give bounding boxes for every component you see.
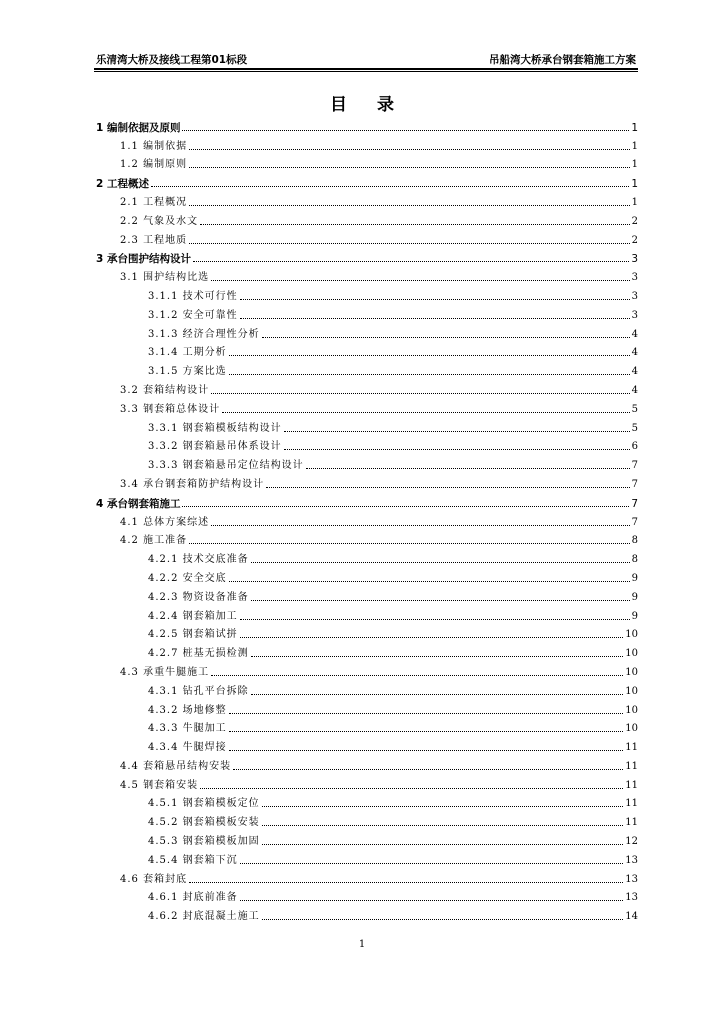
toc-entry-text: 4.2.2 安全交底 xyxy=(148,572,227,584)
page-number: 1 xyxy=(358,939,366,950)
toc-leader-dots xyxy=(251,599,630,601)
toc-entry-text: 4.6.2 封底混凝土施工 xyxy=(148,911,260,923)
toc-entry[interactable] xyxy=(96,623,638,642)
toc-entry[interactable] xyxy=(96,641,638,660)
toc-entry-text: 4.1 总体方案综述 xyxy=(120,516,210,528)
toc-entry[interactable] xyxy=(96,848,638,867)
toc-leader-dots xyxy=(251,693,624,695)
toc-entry-page: 10 xyxy=(625,629,638,641)
toc-entry[interactable] xyxy=(96,209,638,228)
toc-leader-dots xyxy=(306,467,630,469)
toc-entry[interactable] xyxy=(96,660,638,679)
toc-leader-dots xyxy=(262,824,624,826)
toc-entry-text: 2 工程概述 xyxy=(96,178,149,191)
toc-entry-text: 4.2.7 桩基无损检测 xyxy=(148,648,249,660)
toc-entry-text: 2.3 工程地质 xyxy=(120,234,188,246)
toc-entry[interactable] xyxy=(96,284,638,303)
toc-entry-text: 4.5.2 钢套箱模板安装 xyxy=(148,817,260,829)
toc-entry-page: 3 xyxy=(631,253,638,266)
toc-entry-page: 1 xyxy=(631,196,638,208)
toc-leader-dots xyxy=(182,129,629,131)
toc-leader-dots xyxy=(240,317,630,319)
toc-leader-dots xyxy=(233,768,623,770)
toc-entry-page: 14 xyxy=(625,911,638,923)
toc-entry-page: 10 xyxy=(625,648,638,660)
toc-leader-dots xyxy=(262,918,624,920)
toc-entry-page: 10 xyxy=(625,723,638,735)
toc-leader-dots xyxy=(211,392,630,394)
toc-entry-page: 1 xyxy=(631,121,638,134)
toc-entry-page: 4 xyxy=(631,328,638,340)
toc-entry-page: 13 xyxy=(625,892,638,904)
toc-entry-page: 1 xyxy=(631,159,638,171)
toc-entry[interactable] xyxy=(96,735,638,754)
toc-leader-dots xyxy=(189,148,630,150)
toc-leader-dots xyxy=(284,430,630,432)
toc-entry-text: 4.5.4 钢套箱下沉 xyxy=(148,854,238,866)
header-right-text: 吊船湾大桥承台钢套箱施工方案 xyxy=(489,54,636,66)
toc-entry[interactable] xyxy=(96,717,638,736)
toc-entry-text: 1.2 编制原则 xyxy=(120,159,188,171)
toc-entry-text: 4.5.3 钢套箱模板加固 xyxy=(148,836,260,848)
toc-leader-dots xyxy=(229,730,624,732)
toc-entry[interactable] xyxy=(96,435,638,454)
toc-entry[interactable] xyxy=(96,792,638,811)
toc-entry-page: 5 xyxy=(631,422,638,434)
toc-leader-dots xyxy=(189,166,630,168)
toc-entry-page: 3 xyxy=(631,290,638,302)
toc-entry[interactable] xyxy=(96,754,638,773)
toc-entry-page: 3 xyxy=(631,272,638,284)
toc-entry-text: 4.6.1 封底前准备 xyxy=(148,892,238,904)
toc-leader-dots xyxy=(251,655,624,657)
toc-entry-text: 3.1.4 工期分析 xyxy=(148,347,227,359)
toc-entry-page: 7 xyxy=(631,460,638,472)
toc-entry[interactable] xyxy=(96,829,638,848)
toc-entry-text: 3.1.5 方案比选 xyxy=(148,366,227,378)
toc-entry[interactable] xyxy=(96,265,638,284)
toc-entry[interactable] xyxy=(96,247,638,266)
toc-entry-page: 1 xyxy=(631,140,638,152)
toc-entry-page: 7 xyxy=(631,478,638,490)
header-left-text: 乐清湾大桥及接线工程第01标段 xyxy=(96,54,248,66)
toc-entry[interactable] xyxy=(96,566,638,585)
toc-entry-text: 3.3.3 钢套箱悬吊定位结构设计 xyxy=(148,460,304,472)
toc-entry-page: 6 xyxy=(631,441,638,453)
toc-entry[interactable] xyxy=(96,604,638,623)
toc-entry-page: 10 xyxy=(625,704,638,716)
toc-entry-page: 11 xyxy=(625,760,638,772)
toc-entry[interactable] xyxy=(96,867,638,886)
toc-entry-text: 1.1 编制依据 xyxy=(120,140,188,152)
toc-entry[interactable] xyxy=(96,472,638,491)
toc-entry-page: 8 xyxy=(631,535,638,547)
toc-entry[interactable] xyxy=(96,416,638,435)
toc-entry[interactable] xyxy=(96,679,638,698)
table-of-contents xyxy=(96,115,638,923)
toc-entry-page: 11 xyxy=(625,798,638,810)
toc-entry-text: 3.4 承台钢套箱防护结构设计 xyxy=(120,478,265,490)
toc-entry-text: 4.2.4 钢套箱加工 xyxy=(148,610,238,622)
toc-entry-text: 4.5.1 钢套箱模板定位 xyxy=(148,798,260,810)
toc-entry-page: 4 xyxy=(631,366,638,378)
toc-entry-text: 3.1.2 安全可靠性 xyxy=(148,309,238,321)
toc-leader-dots xyxy=(262,336,630,338)
toc-leader-dots xyxy=(151,185,629,187)
toc-entry-page: 2 xyxy=(631,234,638,246)
toc-leader-dots xyxy=(193,260,629,262)
toc-leader-dots xyxy=(189,242,630,244)
toc-leader-dots xyxy=(240,636,624,638)
toc-entry-page: 9 xyxy=(631,572,638,584)
toc-entry[interactable] xyxy=(96,228,638,247)
toc-leader-dots xyxy=(182,505,629,507)
toc-entry[interactable] xyxy=(96,153,638,172)
toc-entry[interactable] xyxy=(96,134,638,153)
toc-leader-dots xyxy=(222,411,630,413)
toc-entry-page: 3 xyxy=(631,309,638,321)
page-header xyxy=(96,50,636,67)
toc-entry-text: 3.1 围护结构比选 xyxy=(120,272,210,284)
toc-entry-text: 4.5 钢套箱安装 xyxy=(120,779,199,791)
toc-entry-page: 4 xyxy=(631,384,638,396)
toc-leader-dots xyxy=(229,712,624,714)
toc-leader-dots xyxy=(211,674,623,676)
toc-entry-text: 4.3.4 牛腿焊接 xyxy=(148,742,227,754)
toc-leader-dots xyxy=(200,787,623,789)
toc-entry-page: 1 xyxy=(631,178,638,191)
toc-entry-text: 4.3 承重牛腿施工 xyxy=(120,666,210,678)
toc-entry[interactable] xyxy=(96,322,638,341)
toc-entry-text: 4.3.2 场地修整 xyxy=(148,704,227,716)
toc-entry-page: 7 xyxy=(631,516,638,528)
toc-leader-dots xyxy=(262,843,624,845)
toc-entry-page: 9 xyxy=(631,610,638,622)
toc-entry[interactable] xyxy=(96,190,638,209)
toc-entry-text: 2.2 气象及水文 xyxy=(120,215,199,227)
toc-entry-text: 4.4 套箱悬吊结构安装 xyxy=(120,760,232,772)
toc-leader-dots xyxy=(229,580,630,582)
toc-leader-dots xyxy=(284,448,630,450)
toc-leader-dots xyxy=(240,298,630,300)
toc-entry-text: 4.2.3 物资设备准备 xyxy=(148,591,249,603)
toc-entry[interactable] xyxy=(96,547,638,566)
toc-entry[interactable] xyxy=(96,773,638,792)
toc-title: 目录 xyxy=(330,95,424,115)
toc-entry-page: 10 xyxy=(625,666,638,678)
toc-leader-dots xyxy=(189,204,630,206)
toc-entry-page: 13 xyxy=(625,873,638,885)
toc-entry[interactable] xyxy=(96,115,638,134)
toc-entry-text: 3.3 钢套箱总体设计 xyxy=(120,403,221,415)
toc-leader-dots xyxy=(229,354,630,356)
toc-entry[interactable] xyxy=(96,359,638,378)
toc-entry-text: 3.2 套箱结构设计 xyxy=(120,384,210,396)
toc-entry-text: 3.1.1 技术可行性 xyxy=(148,290,238,302)
toc-leader-dots xyxy=(240,618,630,620)
header-rule xyxy=(94,68,638,70)
toc-entry-page: 5 xyxy=(631,403,638,415)
toc-entry-page: 9 xyxy=(631,591,638,603)
toc-entry[interactable] xyxy=(96,341,638,360)
toc-entry[interactable] xyxy=(96,303,638,322)
toc-entry-text: 2.1 工程概况 xyxy=(120,196,188,208)
toc-entry-text: 4.3.1 钻孔平台拆除 xyxy=(148,685,249,697)
toc-leader-dots xyxy=(240,899,624,901)
header-rule-thin xyxy=(94,71,638,72)
toc-entry-text: 4.2 施工准备 xyxy=(120,535,188,547)
toc-leader-dots xyxy=(189,542,630,544)
toc-entry-text: 4.3.3 牛腿加工 xyxy=(148,723,227,735)
toc-entry[interactable] xyxy=(96,886,638,905)
toc-entry[interactable] xyxy=(96,698,638,717)
toc-entry-text: 3.3.1 钢套箱模板结构设计 xyxy=(148,422,282,434)
toc-entry[interactable] xyxy=(96,397,638,416)
toc-entry-text: 3 承台围护结构设计 xyxy=(96,253,191,266)
toc-entry-text: 3.3.2 钢套箱悬吊体系设计 xyxy=(148,441,282,453)
toc-entry-text: 4.6 套箱封底 xyxy=(120,873,188,885)
toc-entry[interactable] xyxy=(96,510,638,529)
toc-entry[interactable] xyxy=(96,453,638,472)
toc-entry-page: 13 xyxy=(625,854,638,866)
toc-entry[interactable] xyxy=(96,171,638,190)
toc-entry[interactable] xyxy=(96,378,638,397)
toc-entry[interactable] xyxy=(96,810,638,829)
toc-leader-dots xyxy=(229,373,630,375)
toc-entry[interactable] xyxy=(96,585,638,604)
toc-entry-text: 1 编制依据及原则 xyxy=(96,121,181,134)
toc-leader-dots xyxy=(262,805,624,807)
toc-entry-text: 4.2.1 技术交底准备 xyxy=(148,554,249,566)
toc-leader-dots xyxy=(266,486,630,488)
toc-leader-dots xyxy=(211,279,630,281)
toc-entry-page: 8 xyxy=(631,554,638,566)
toc-entry-page: 11 xyxy=(625,779,638,791)
toc-entry[interactable] xyxy=(96,904,638,923)
toc-entry[interactable] xyxy=(96,529,638,548)
toc-entry-text: 4.2.5 钢套箱试拼 xyxy=(148,629,238,641)
toc-entry-page: 4 xyxy=(631,347,638,359)
toc-leader-dots xyxy=(200,223,630,225)
toc-leader-dots xyxy=(189,881,623,883)
toc-entry-page: 7 xyxy=(631,497,638,510)
toc-entry-page: 10 xyxy=(625,685,638,697)
toc-entry-page: 11 xyxy=(625,742,638,754)
toc-entry-page: 12 xyxy=(625,836,638,848)
toc-leader-dots xyxy=(229,749,624,751)
toc-entry-text: 4 承台钢套箱施工 xyxy=(96,497,181,510)
toc-leader-dots xyxy=(251,561,630,563)
toc-entry[interactable] xyxy=(96,491,638,510)
toc-entry-text: 3.1.3 经济合理性分析 xyxy=(148,328,260,340)
toc-leader-dots xyxy=(240,862,624,864)
toc-entry-page: 11 xyxy=(625,817,638,829)
toc-entry-page: 2 xyxy=(631,215,638,227)
toc-leader-dots xyxy=(211,524,630,526)
